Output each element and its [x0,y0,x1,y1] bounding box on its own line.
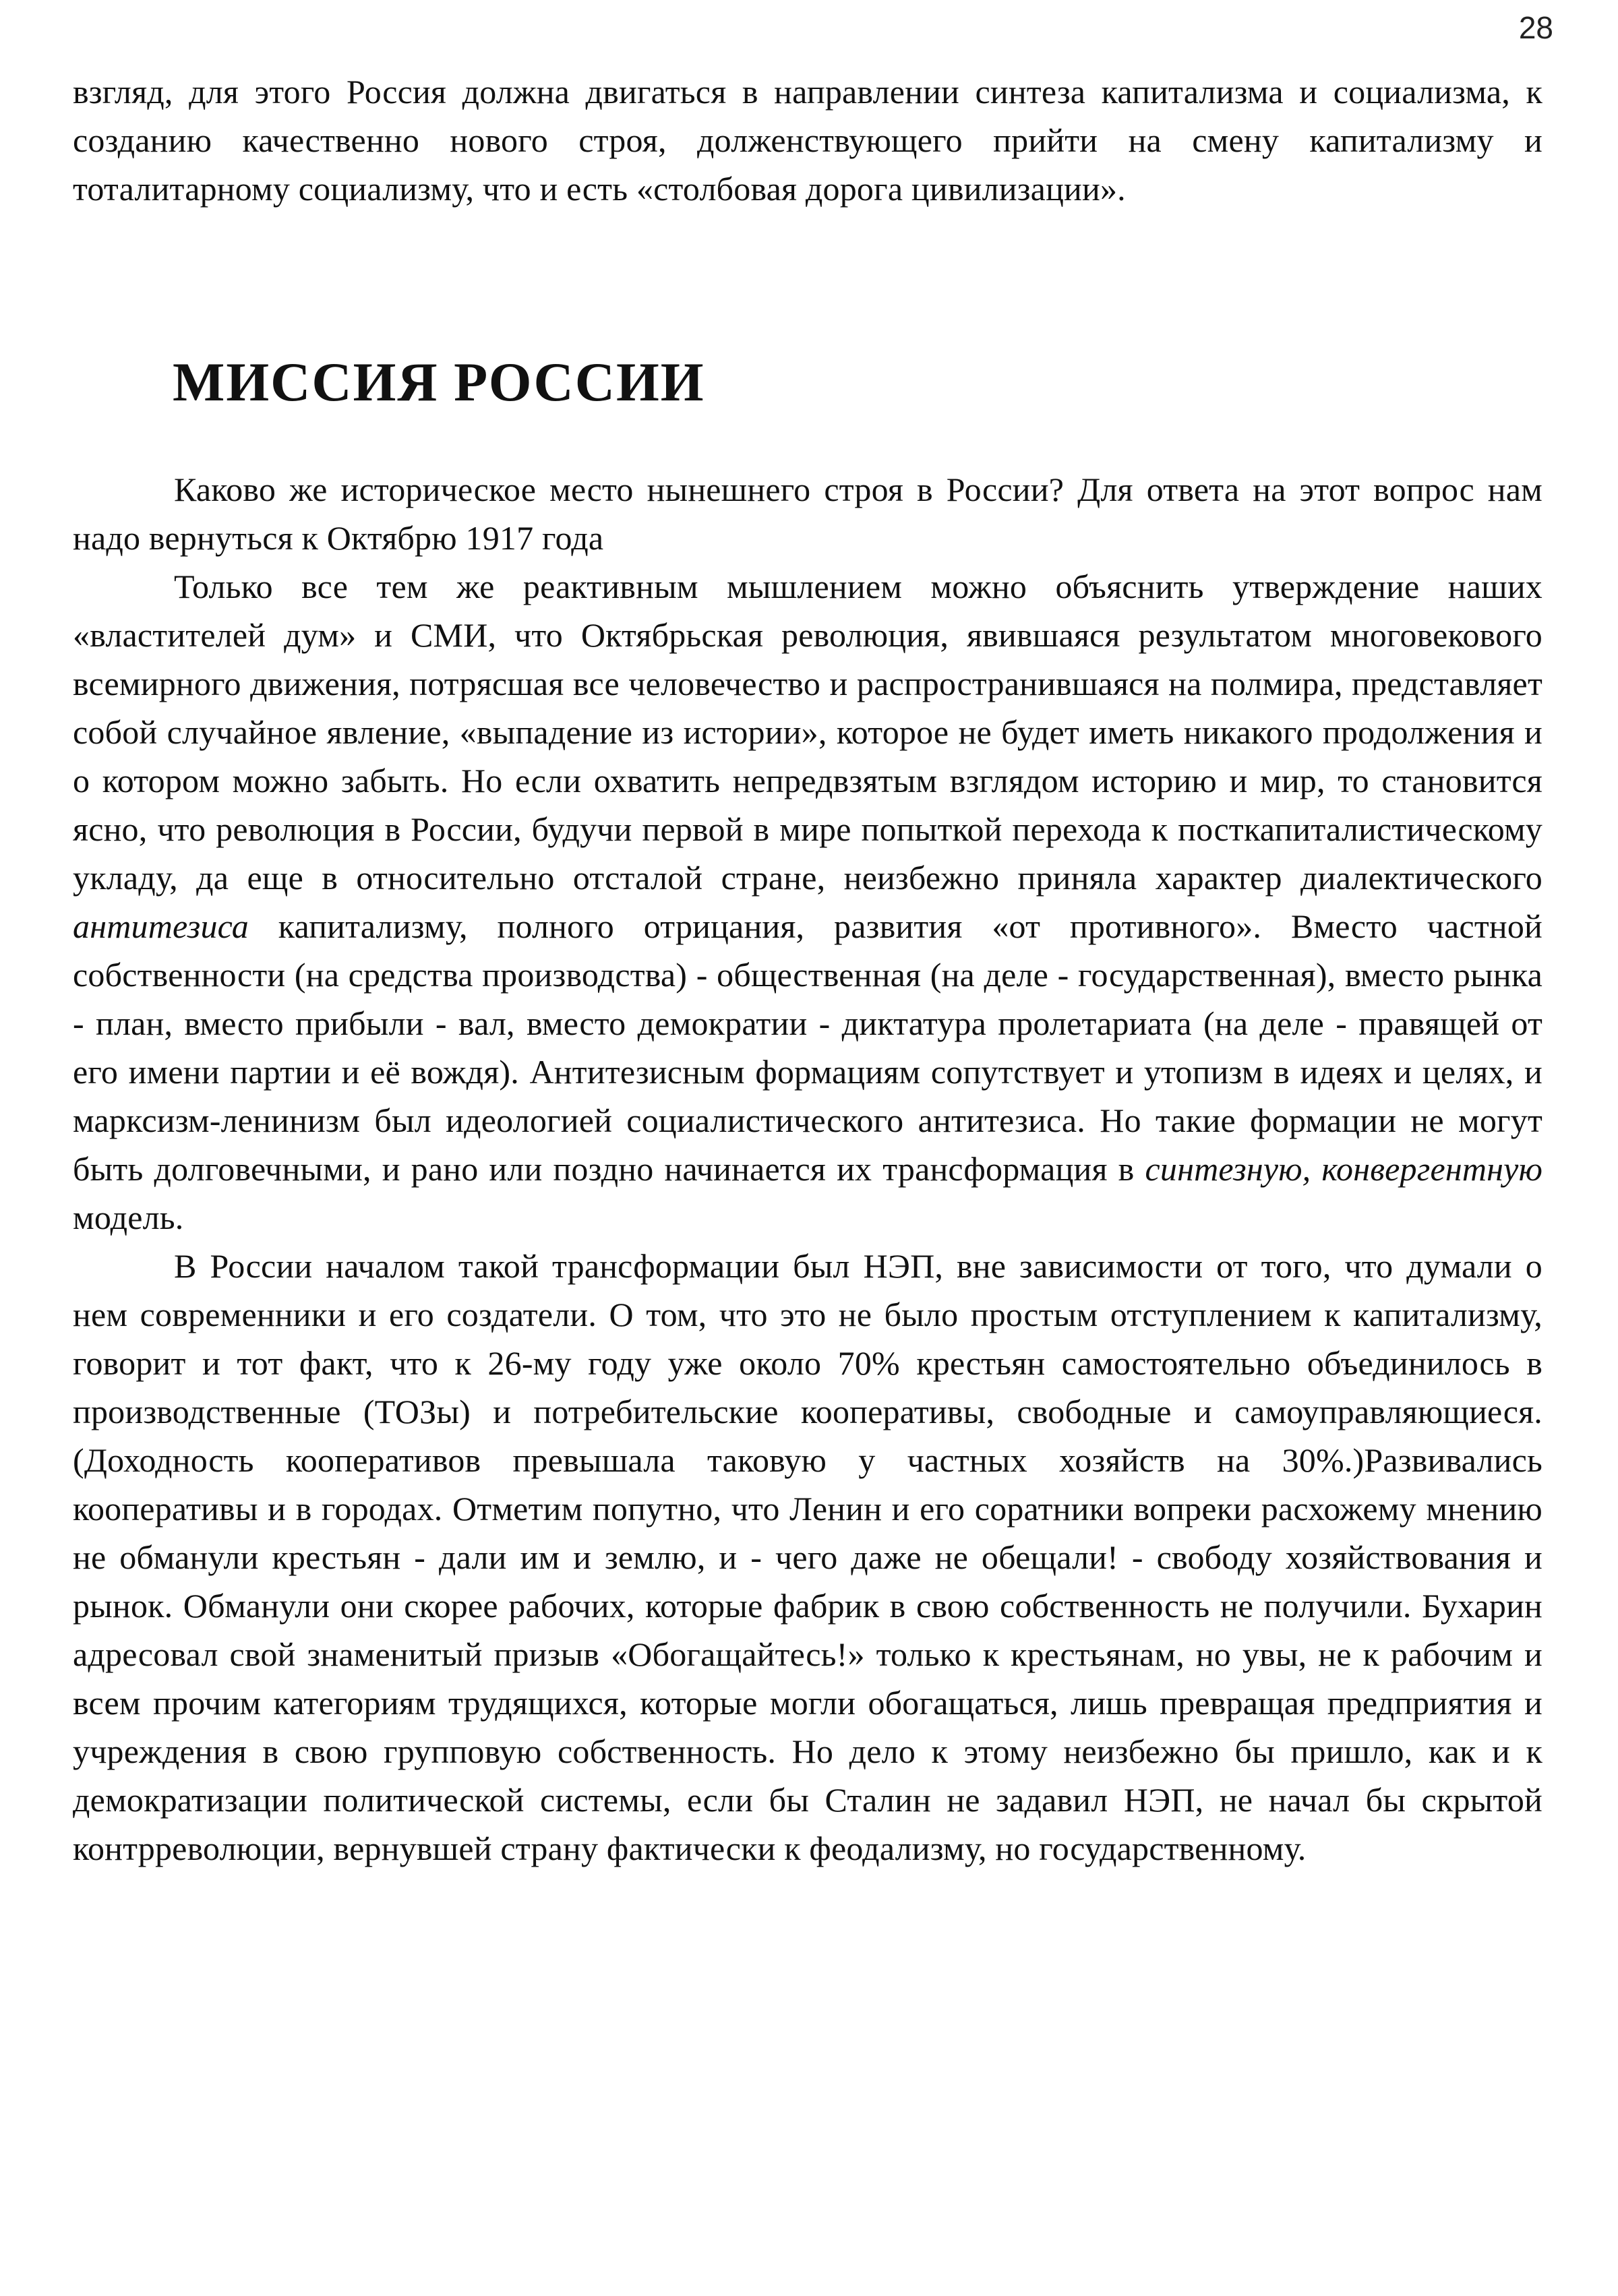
body-text [73,465,1542,1873]
paragraph-1: Каково же историческое место нынешнего строя в России? Для ответа на этот вопрос нам надо вернуться к Октябрю 1917 года [73,471,1542,557]
paragraph-3: В России началом такой трансформации был НЭП, вне зависимости от того, что думали о нем современники и его создатели. О том, что это не было простым отступлением к капитализму, говорит и тот факт, что к 26-му году уже около 70% крестьян самостоятельно объединилось в производственные (ТОЗы) и потребительские кооперативы, свободные и самоуправляющиеся. (Доходность кооперативов превышала таковую у частных хозяйств на 30%.)Развивались кооперативы и в городах. Отметим попутно, что Ленин и его соратники вопреки расхожему мнению не обманули крестьян - дали им и землю, и - чего даже не обещали! - свободу хозяйствования и рынок. Обманули они скорее рабочих, которые фабрик в свою собственность не получили. Бухарин адресовал свой знаменитый призыв «Обогащайтесь!» только к крестьянам, но увы, не к рабочим и всем прочим категориям трудящихся, которые могли обогащаться, лишь превращая предприятия и учреждения в свою групповую собственность. Но дело к этому неизбежно бы пришло, как и к демократизации политической системы, если бы Сталин не задавил НЭП, не начал бы скрытой контрреволюции, вернувшей страну фактически к феодализму, но государственному. [73,1247,1542,1867]
page-number: 28 [1518,10,1553,45]
paragraph-2-text-a: Только все тем же реактивным мышлением можно объяснить утверждение наших «властителей дум» и СМИ, что Октябрьская революция, явившаяся результатом многовекового всемирного движения, потрясшая все человечество и распространившаяся на полмира, представляет собой случайное явление, «выпадение из истории», которое не будет иметь никакого продолжения и о котором можно забыть. Но если охватить непредвзятым взглядом историю и мир, то становится ясно, что революция в России, будучи первой в мире попыткой перехода к посткапиталистическому укладу, да еще в относительно отсталой стране, неизбежно приняла характер диалектического [73,568,1542,897]
paragraph-2-italic-synthesis: синтезную, конвергентную [1145,1150,1543,1188]
paragraph-2-italic-antithesis: антитезиса [73,907,249,945]
intro-paragraph: взгляд, для этого Россия должна двигаться в направлении синтеза капитализма и социализма, к созданию качественно нового строя, долженствующего прийти на смену капитализму и тоталитарному социализму, что и есть «столбовая дорога цивилизации». [73,73,1542,208]
paragraph-2-text-c: модель. [73,1199,184,1236]
paragraph-2-text-b: капитализму, полного отрицания, развития «от противного». Вместо частной собственности (на средства производства) - общественная (на деле - государственная), вместо рынка - план, вместо прибыли - вал, вместо демократии - диктатура пролетариата (на деле - правящей от его имени партии и её вождя). Антитезисным формациям сопутствует и утопизм в идеях и целях, и марксизм-ленинизм был идеологией социалистического антитезиса. Но такие формации не могут быть долговечными, и рано или поздно начинается их трансформация в [73,907,1542,1188]
paragraph-2 [73,562,1542,1242]
section-title: МИССИЯ РОССИИ [173,351,705,413]
